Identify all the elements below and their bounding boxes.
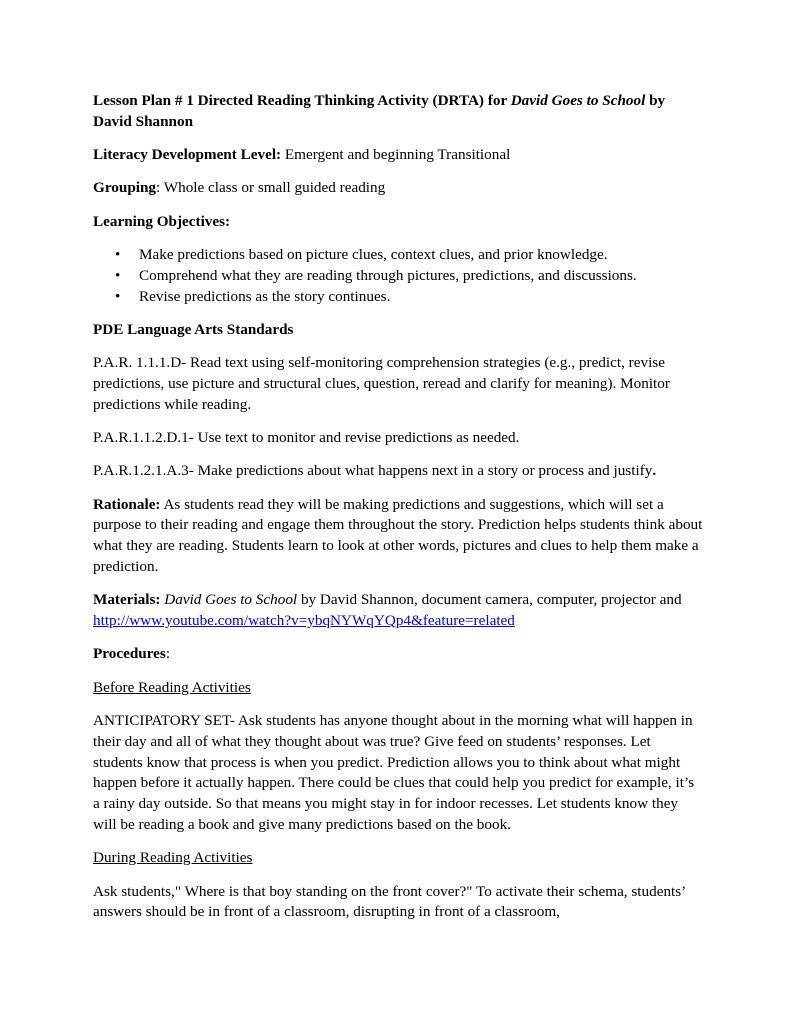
materials-text: by David Shannon, document camera, computer, projector and (297, 591, 682, 609)
title-prefix: Lesson Plan # 1 Directed Reading Thinking Activity (DRTA) for (93, 92, 511, 109)
before-reading-heading: Before Reading Activities (93, 678, 251, 696)
list-item: • Make predictions based on picture clues, context clues, and prior knowledge. (93, 245, 703, 266)
literacy-level-label: Literacy Development Level: (93, 146, 282, 164)
bullet-icon: • (115, 266, 121, 284)
rationale-label: Rationale: (93, 495, 161, 513)
objectives-heading: Learning Objectives: (93, 212, 231, 230)
during-reading-heading: During Reading Activities (93, 849, 253, 867)
procedures-heading: Procedures: (93, 645, 171, 663)
materials (93, 590, 703, 632)
list-item: • Revise predictions as the story continues. (93, 287, 703, 308)
before-reading-text: ANTICIPATORY SET- Ask students has anyone thought about in the morning what will happen in their day and all of what they thought about was true? Give feed on students’ responses. Let students know that process is when you predict. Prediction allows you to think about what might happen before it actually happen. There could be clues that could help you predict for example, it’s a rainy day outside. So that means you might stay in for indoor recesses. Let students know they will be reading a book and give many predictions based on the book. (93, 712, 695, 834)
document-page (93, 91, 703, 936)
standard-item: P.A.R. 1.1.1.D- Read text using self-monitoring comprehension strategies (e.g., predict, revise predictions, use picture and structural clues, question, reread and clarify for meaning). Monitor predictions while reading. (93, 354, 670, 413)
during-reading-text: Ask students," Where is that boy standing on the front cover?" To activate their schema, students’ answers should be in front of a classroom, disrupting in front of a classroom, (93, 882, 686, 921)
objectives-list (93, 245, 703, 307)
grouping-label: Grouping (93, 179, 157, 197)
rationale-text: As students read they will be making predictions and suggestions, which will set a purpose to their reading and engage them throughout the story. Prediction helps students think about what they are reading. Students learn to look at other words, pictures and clues to help them make a prediction. (93, 495, 703, 576)
title-author: David Shannon (93, 112, 194, 130)
grouping-value: : Whole class or small guided reading (156, 179, 386, 197)
materials-book: David Goes to School (164, 591, 298, 609)
list-item: • Comprehend what they are reading through pictures, predictions, and discussions. (93, 266, 703, 287)
grouping (93, 178, 703, 199)
title-book: David Goes to School (510, 92, 646, 109)
standard-item: P.A.R.1.2.1.A.3- Make predictions about what happens next in a story or process and justify. (93, 462, 657, 480)
lesson-title (93, 91, 703, 133)
title-suffix: by (645, 92, 666, 109)
literacy-level (93, 145, 703, 166)
standards-heading: PDE Language Arts Standards (93, 320, 294, 338)
bullet-icon: • (115, 245, 121, 263)
bullet-icon: • (115, 287, 121, 305)
materials-label: Materials: (93, 591, 161, 609)
video-link[interactable]: http://www.youtube.com/watch?v=ybqNYWqYQp4&feature=related (93, 612, 515, 630)
literacy-level-value: Emergent and beginning Transitional (281, 146, 511, 164)
standard-item: P.A.R.1.1.2.D.1- Use text to monitor and revise predictions as needed. (93, 429, 520, 447)
rationale (93, 495, 703, 578)
